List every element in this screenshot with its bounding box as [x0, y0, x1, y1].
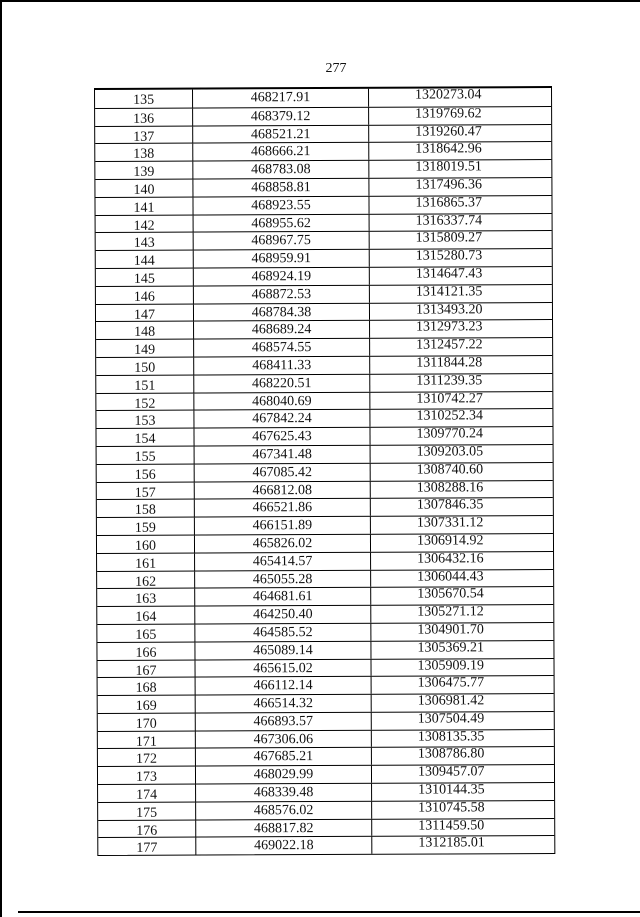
table-row — [96, 355, 552, 375]
x-coordinate-cell: 468924.19 — [194, 268, 370, 286]
point-number-cell: 157 — [97, 482, 195, 499]
point-number-cell: 138 — [95, 144, 193, 161]
scan-edge-left — [0, 0, 2, 917]
x-coordinate-cell: 468666.21 — [193, 143, 369, 161]
table-row — [95, 141, 551, 161]
x-coordinate-cell: 466514.32 — [196, 695, 372, 713]
x-coordinate-cell: 467685.21 — [196, 748, 372, 766]
x-coordinate-cell: 467306.06 — [196, 730, 372, 748]
table-row — [95, 106, 551, 126]
point-number-cell: 171 — [98, 731, 196, 748]
point-number-cell: 169 — [98, 696, 196, 713]
x-coordinate-cell: 468959.91 — [194, 250, 370, 268]
x-coordinate-cell: 468955.62 — [194, 214, 370, 232]
x-coordinate-cell: 468967.75 — [194, 232, 370, 250]
y-coordinate-cell: 1306432.16 — [417, 551, 484, 567]
y-coordinate-cell: 1307331.12 — [416, 515, 484, 531]
table-row — [96, 426, 552, 446]
y-coordinate-cell: 1310144.35 — [418, 782, 485, 798]
point-number-cell: 172 — [98, 749, 196, 766]
y-coordinate-cell: 1313493.20 — [415, 301, 483, 318]
x-coordinate-cell: 468872.53 — [194, 286, 370, 304]
point-number-cell: 163 — [97, 589, 195, 606]
point-number-cell: 140 — [95, 180, 193, 197]
x-coordinate-cell: 468783.08 — [193, 161, 369, 179]
table-row — [98, 675, 554, 695]
point-number-cell: 141 — [95, 197, 193, 214]
point-number-cell: 161 — [97, 553, 195, 570]
y-coordinate-cell: 1318019.51 — [415, 159, 482, 175]
point-number-cell: 158 — [97, 500, 195, 517]
table-row — [98, 835, 554, 855]
point-number-cell: 144 — [96, 251, 194, 268]
table-row — [98, 693, 554, 713]
y-coordinate-cell: 1306044.43 — [417, 568, 484, 585]
point-number-cell: 167 — [97, 660, 195, 677]
point-number-cell: 150 — [96, 358, 194, 375]
x-coordinate-cell: 468521.21 — [193, 125, 369, 143]
y-coordinate-cell: 1316337.74 — [415, 212, 483, 229]
y-coordinate-cell: 1304901.70 — [417, 622, 484, 638]
x-coordinate-cell: 466151.89 — [195, 517, 371, 535]
point-number-cell: 146 — [96, 286, 194, 303]
coordinates-table — [94, 86, 555, 856]
point-number-cell: 164 — [97, 607, 195, 624]
point-number-cell: 153 — [96, 411, 194, 428]
point-number-cell: 154 — [96, 429, 194, 446]
x-coordinate-cell: 467842.24 — [194, 410, 370, 428]
scan-edge-top — [0, 0, 640, 2]
y-coordinate-cell: 1309457.07 — [417, 764, 485, 780]
point-number-cell: 165 — [97, 624, 195, 641]
table-row — [98, 782, 554, 802]
point-number-cell: 151 — [96, 375, 194, 392]
point-number-cell: 137 — [95, 126, 193, 143]
table-row — [96, 213, 552, 233]
x-coordinate-cell: 464585.52 — [195, 624, 371, 642]
x-coordinate-cell: 468217.91 — [193, 89, 369, 108]
point-number-cell: 168 — [98, 678, 196, 695]
table-row — [97, 462, 553, 482]
point-number-cell: 142 — [96, 215, 194, 232]
point-number-cell: 156 — [97, 464, 195, 481]
table-row — [95, 124, 551, 144]
y-coordinate-cell: 1312973.23 — [416, 319, 483, 335]
x-coordinate-cell: 468040.69 — [194, 392, 370, 410]
y-coordinate-cell: 1312457.22 — [416, 337, 483, 353]
table-row — [96, 302, 552, 322]
x-coordinate-cell: 468858.81 — [193, 179, 369, 197]
y-coordinate-cell: 1308288.16 — [416, 479, 484, 496]
x-coordinate-cell: 468576.02 — [196, 802, 372, 820]
y-coordinate-cell: 1319260.47 — [415, 123, 482, 140]
point-number-cell: 148 — [96, 322, 194, 339]
table-row — [97, 586, 553, 606]
point-number-cell: 147 — [96, 304, 194, 321]
y-coordinate-cell: 1305271.12 — [417, 604, 484, 620]
y-coordinate-cell: 1317496.36 — [415, 177, 482, 193]
y-coordinate-cell: 1311844.28 — [416, 355, 483, 371]
y-coordinate-cell: 1318642.96 — [415, 141, 482, 157]
x-coordinate-cell: 469022.18 — [196, 837, 372, 855]
point-number-cell: 143 — [96, 233, 194, 250]
point-number-cell: 162 — [97, 571, 195, 588]
table-row — [98, 711, 554, 731]
table-row — [96, 319, 552, 339]
x-coordinate-cell: 468029.99 — [196, 766, 372, 784]
y-coordinate-cell: 1305369.21 — [417, 640, 484, 656]
point-number-cell: 139 — [95, 162, 193, 179]
table-row — [97, 622, 553, 642]
y-coordinate-cell: 1306914.92 — [416, 533, 484, 549]
y-coordinate-cell: 1309203.05 — [416, 444, 484, 460]
table-row — [96, 337, 552, 357]
x-coordinate-cell: 468574.55 — [194, 339, 370, 357]
table-row — [96, 248, 552, 268]
y-coordinate-cell: 1315809.27 — [415, 230, 483, 246]
y-coordinate-cell: 1308135.35 — [417, 728, 485, 745]
x-coordinate-cell: 466112.14 — [196, 677, 372, 695]
y-coordinate-cell: 1306981.42 — [417, 693, 485, 709]
x-coordinate-cell: 466893.57 — [196, 713, 372, 731]
point-number-cell: 177 — [98, 838, 196, 855]
x-coordinate-cell: 467085.42 — [195, 464, 371, 482]
scan-edge-bottom — [18, 911, 640, 913]
y-coordinate-cell: 1320273.04 — [415, 87, 482, 103]
table-row — [96, 266, 552, 286]
y-coordinate-cell: 1316865.37 — [415, 195, 483, 211]
y-coordinate-cell: 1305909.19 — [417, 657, 485, 674]
table-row — [97, 640, 553, 660]
point-number-cell: 145 — [96, 269, 194, 286]
x-coordinate-cell: 464250.40 — [195, 606, 371, 624]
x-coordinate-cell: 466521.86 — [195, 499, 371, 517]
x-coordinate-cell: 468339.48 — [196, 784, 372, 802]
y-coordinate-cell: 1312185.01 — [418, 835, 485, 852]
x-coordinate-cell: 468411.33 — [194, 357, 370, 375]
x-coordinate-cell: 468689.24 — [194, 321, 370, 339]
x-coordinate-cell: 465089.14 — [195, 641, 371, 659]
x-coordinate-cell: 465615.02 — [195, 659, 371, 677]
x-coordinate-cell: 467625.43 — [194, 428, 370, 446]
table-row — [98, 746, 554, 766]
point-number-cell: 166 — [97, 642, 195, 659]
table-row — [97, 551, 553, 571]
y-coordinate-cell: 1319769.62 — [415, 106, 482, 122]
y-coordinate-cell: 1310745.58 — [418, 800, 485, 816]
table-row — [96, 408, 552, 428]
table-row — [97, 515, 553, 535]
y-coordinate-cell: 1311459.50 — [418, 817, 485, 834]
y-coordinate-cell: 1310742.27 — [416, 390, 483, 407]
y-coordinate-cell: 1305670.54 — [417, 586, 484, 602]
y-coordinate-cell: 1306475.77 — [417, 675, 485, 691]
x-coordinate-cell: 466812.08 — [195, 481, 371, 499]
point-number-cell: 170 — [98, 713, 196, 730]
table-row — [97, 658, 553, 678]
x-coordinate-cell: 465826.02 — [195, 535, 371, 553]
point-number-cell: 152 — [96, 393, 194, 410]
y-coordinate-cell: 1310252.34 — [416, 408, 483, 424]
y-coordinate-cell: 1311239.35 — [416, 373, 483, 389]
point-number-cell: 160 — [97, 535, 195, 552]
point-number-cell: 159 — [97, 518, 195, 535]
table-row — [97, 497, 553, 517]
x-coordinate-cell: 467341.48 — [195, 446, 371, 464]
x-coordinate-cell: 468379.12 — [193, 108, 369, 126]
table-row — [95, 88, 551, 108]
table-row — [98, 764, 554, 784]
point-number-cell: 136 — [95, 108, 193, 125]
table-row — [97, 480, 553, 500]
table-row — [97, 604, 553, 624]
x-coordinate-cell: 464681.61 — [195, 588, 371, 606]
x-coordinate-cell: 465055.28 — [195, 570, 371, 588]
table-row — [95, 195, 551, 215]
table-row — [96, 230, 552, 250]
table-row — [97, 533, 553, 553]
point-number-cell: 149 — [96, 340, 194, 357]
y-coordinate-cell: 1308740.60 — [416, 462, 484, 478]
y-coordinate-cell: 1314121.35 — [415, 284, 483, 300]
table-row — [96, 391, 552, 411]
y-coordinate-cell: 1315280.73 — [415, 248, 483, 264]
point-number-cell: 176 — [98, 820, 196, 837]
x-coordinate-cell: 468817.82 — [196, 819, 372, 837]
table-row — [96, 284, 552, 304]
x-coordinate-cell: 468220.51 — [194, 375, 370, 393]
point-number-cell: 175 — [98, 802, 196, 819]
y-coordinate-cell: 1309770.24 — [416, 426, 484, 442]
table-row — [95, 177, 551, 197]
table-row — [97, 569, 553, 589]
x-coordinate-cell: 465414.57 — [195, 553, 371, 571]
x-coordinate-cell: 468923.55 — [193, 197, 369, 215]
table-row — [98, 818, 554, 838]
table-row — [98, 800, 554, 820]
y-coordinate-cell: 1314647.43 — [415, 266, 483, 282]
point-number-cell: 173 — [98, 767, 196, 784]
x-coordinate-cell: 468784.38 — [194, 303, 370, 321]
point-number-cell: 135 — [95, 90, 193, 108]
y-coordinate-cell: 1308786.80 — [417, 746, 485, 763]
table-row — [98, 729, 554, 749]
table-row — [96, 373, 552, 393]
point-number-cell: 174 — [98, 785, 196, 802]
table-row — [95, 159, 551, 179]
point-number-cell: 155 — [97, 447, 195, 464]
table-row — [97, 444, 553, 464]
y-coordinate-cell: 1307846.35 — [416, 497, 484, 513]
y-coordinate-cell: 1307504.49 — [417, 711, 485, 727]
page-number: 277 — [325, 61, 347, 76]
